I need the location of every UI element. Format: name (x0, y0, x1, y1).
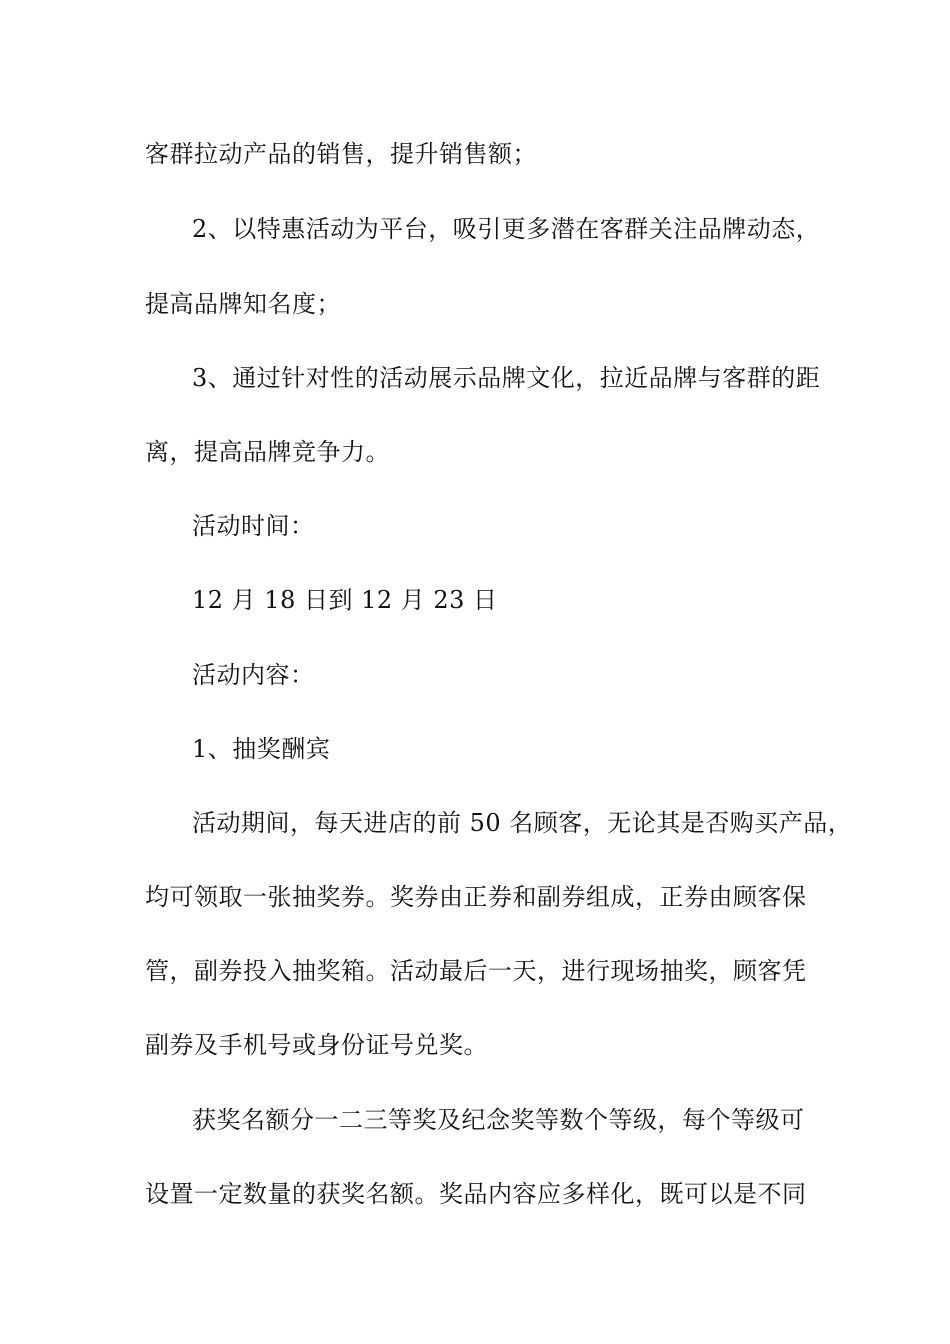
text-line-14: 获奖名额分一二三等奖及纪念奖等数个等级，每个等级可 (192, 1106, 805, 1134)
text-line-13: 副券及手机号或身份证号兑奖。 (145, 1031, 488, 1059)
text-line-1: 客群拉动产品的销售，提升销售额； (145, 140, 537, 168)
text-line-10: 活动期间，每天进店的前 50 名顾客，无论其是否购买产品， (192, 809, 853, 837)
activity-dates: 12 月 18 日到 12 月 23 日 (192, 586, 498, 614)
text-line-5: 离，提高品牌竞争力。 (145, 438, 390, 466)
text-line-4: 3、通过针对性的活动展示品牌文化，拉近品牌与客群的距 (192, 364, 821, 392)
subsection-heading-lottery: 1、抽奖酬宾 (192, 735, 331, 763)
text-line-2: 2、以特惠活动为平台，吸引更多潜在客群关注品牌动态， (192, 215, 821, 243)
text-line-15: 设置一定数量的获奖名额。奖品内容应多样化，既可以是不同 (145, 1180, 807, 1208)
section-heading-content: 活动内容： (192, 661, 315, 689)
text-line-3: 提高品牌知名度； (145, 290, 341, 318)
section-heading-time: 活动时间： (192, 512, 315, 540)
text-line-11: 均可领取一张抽奖券。奖券由正券和副券组成，正券由顾客保 (145, 883, 807, 911)
text-line-12: 管，副券投入抽奖箱。活动最后一天，进行现场抽奖，顾客凭 (145, 957, 807, 985)
